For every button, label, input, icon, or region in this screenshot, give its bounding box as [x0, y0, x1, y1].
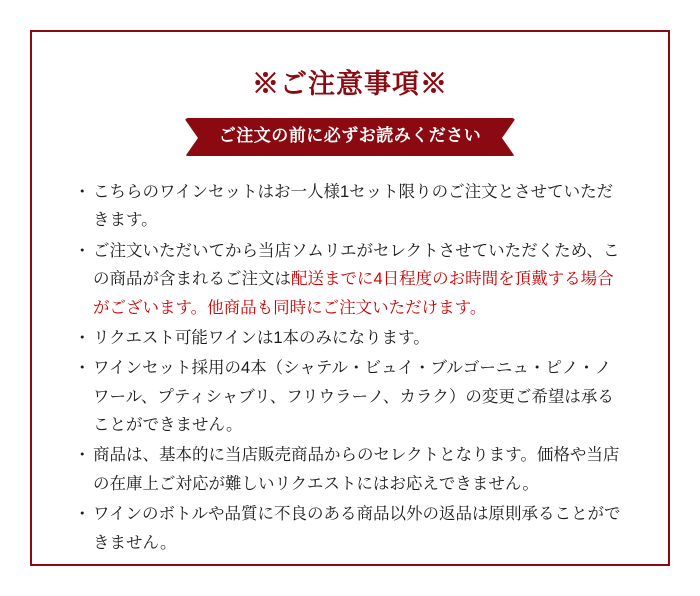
list-item: [76, 237, 624, 322]
page-title: ※ご注意事項※: [252, 69, 448, 99]
notice-panel: [30, 30, 670, 566]
list-item-text: ご注文いただいてから当店ソムリエがセレクトさせていただくため、この商品が含まれるご注文は: [93, 241, 620, 289]
notice-list: [76, 178, 624, 557]
list-item: ・ ワインのボトルや品質に不良のある商品以外の返品は原則承ることができません。: [76, 500, 624, 557]
ribbon-container: [32, 118, 668, 156]
read-before-order-ribbon: ご注文の前に必ずお読みください: [185, 118, 516, 156]
list-item: ・ リクエスト可能ワインは1本のみになります。: [76, 324, 624, 352]
list-item: ・ ワインセット採用の4本（シャテル・ビュイ・ブルゴーニュ・ピノ・ノワール、プティシャブリ、フリウラーノ、カラク）の変更ご希望は承ることができません。: [76, 354, 624, 439]
list-item-highlight: 配送までに4日程度のお時間を頂戴する場合がございます。他商品も同時にご注文いただけます。: [93, 270, 614, 317]
list-item: ・ 商品は、基本的に当店販売商品からのセレクトとなります。価格や当店の在庫上ご対応が難しいリクエストにはお応えできません。: [76, 441, 624, 498]
list-item: ・ こちらのワインセットはお一人様1セット限りのご注文とさせていただきます。: [76, 178, 624, 235]
